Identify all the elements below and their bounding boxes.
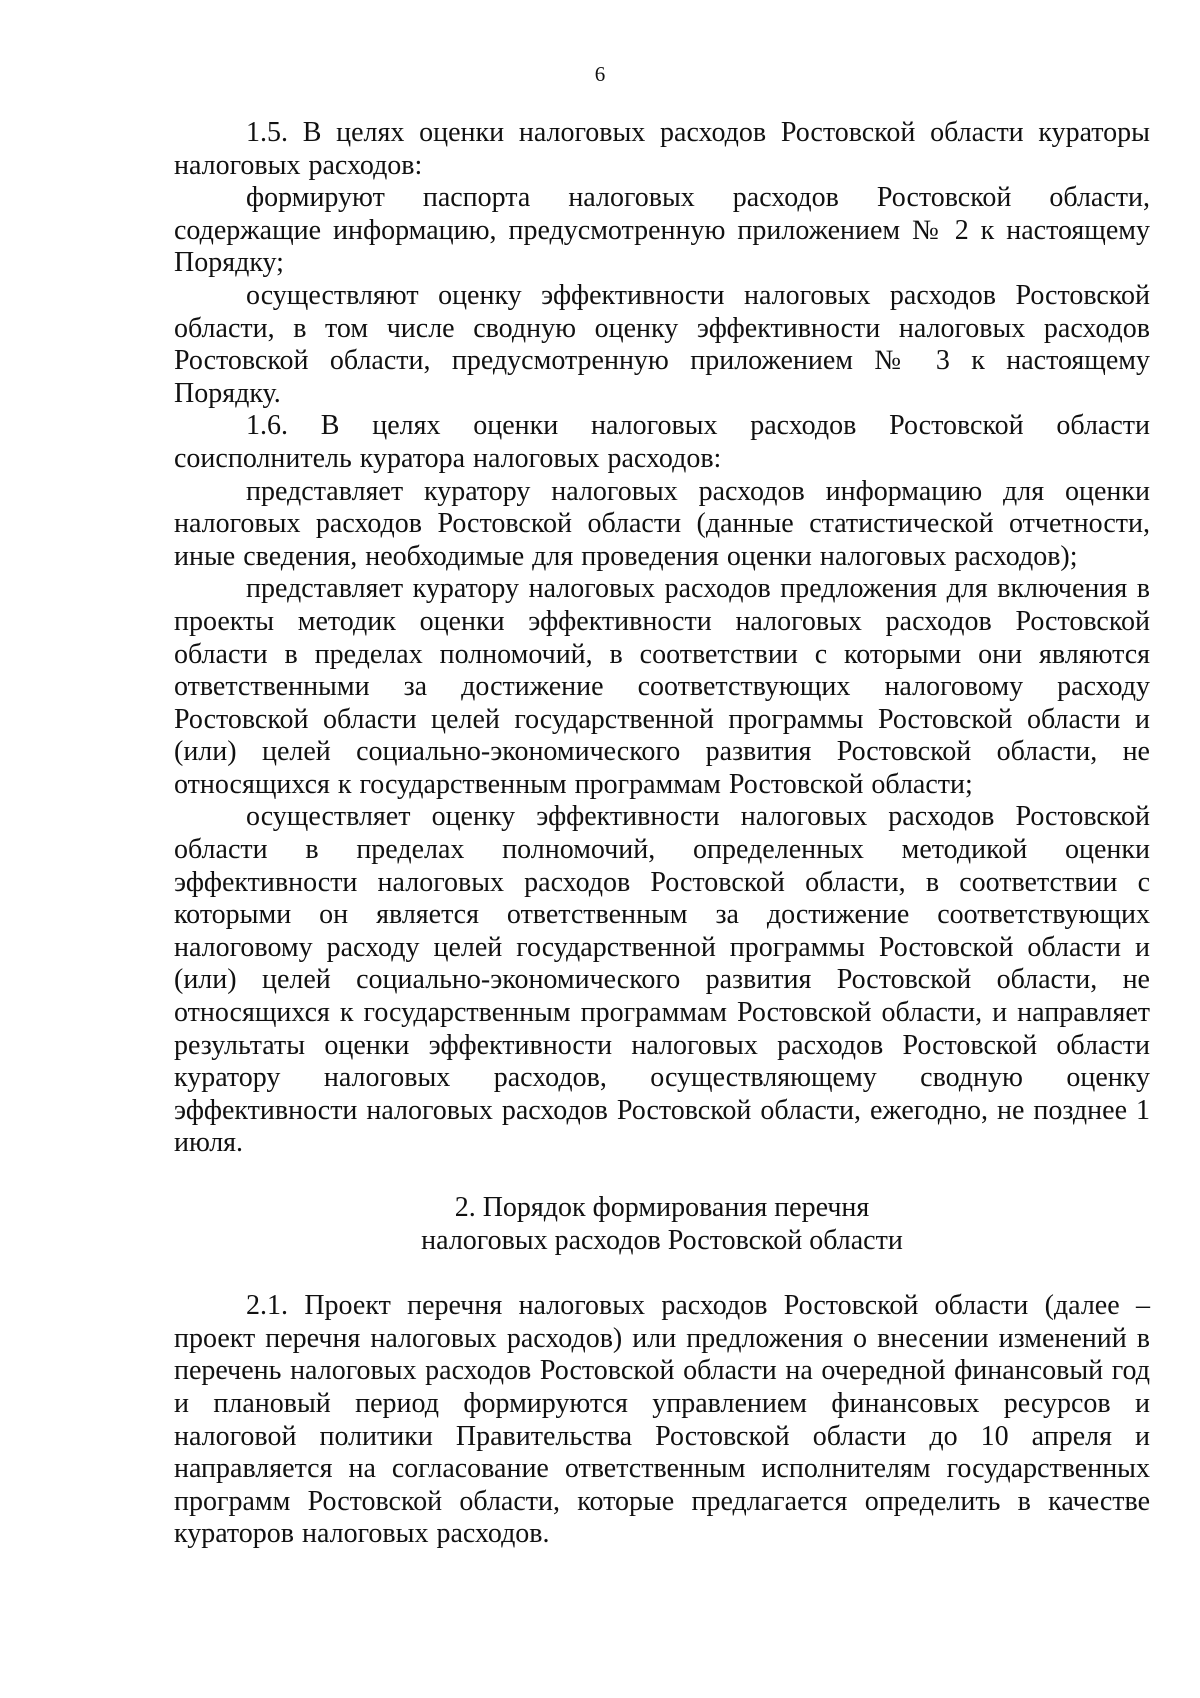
document-body (174, 117, 1150, 1551)
section-2-heading-line-2: налоговых расходов Ростовской области (421, 1224, 903, 1256)
paragraph-1-6: 1.6. В целях оценки налоговых расходов Ростовской области соисполнитель куратора налоговых расходов: (174, 410, 1150, 474)
section-2-heading (174, 1192, 1150, 1257)
paragraph-2-1: 2.1. Проект перечня налоговых расходов Ростовской области (далее – проект перечня налоговых расходов) или предложения о внесении изменений в перечень налоговых расходов Ростовской области на очередной финансовый год и плановый период формируются управлением финансовых ресурсов и налоговой политики Правительства Ростовской области до 10 апреля и направляется на согласование ответственным исполнителям государственных программ Ростовской области, которые предлагается определить в качестве кураторов налоговых расходов. (174, 1290, 1150, 1550)
paragraph-coexecutor-evaluation: осуществляет оценку эффективности налоговых расходов Ростовской области в пределах полномочий, определенных методикой оценки эффективности налоговых расходов Ростовской области, в соответствии с которыми он является ответственным за достижение соответствующих налоговому расходу целей государственной программы Ростовской области и (или) целей социально-экономического развития Ростовской области, не относящихся к государственным программам Ростовской области, и направляет результаты оценки эффективности налоговых расходов Ростовской области куратору налоговых расходов, осуществляющему сводную оценку эффективности налоговых расходов Ростовской области, ежегодно, не позднее 1 июля. (174, 801, 1150, 1159)
page-number: 6 (594, 62, 606, 86)
section-2-heading-line-1: 2. Порядок формирования перечня (454, 1192, 870, 1223)
paragraph-curators-passports: формируют паспорта налоговых расходов Ростовской области, содержащие информацию, предусмотренную приложением № 2 к настоящему Порядку; (174, 182, 1150, 279)
paragraph-coexecutor-info: представляет куратору налоговых расходов информацию для оценки налоговых расходов Ростовской области (данные статистической отчетности, иные сведения, необходимые для проведения оценки налоговых расходов); (174, 475, 1150, 572)
paragraph-curators-evaluation: осуществляют оценку эффективности налоговых расходов Ростовской области, в том числе сводную оценку эффективности налоговых расходов Ростовской области, предусмотренную приложением № 3 к настоящему Порядку. (174, 279, 1150, 409)
paragraph-coexecutor-proposals: представляет куратору налоговых расходов предложения для включения в проекты методик оценки эффективности налоговых расходов Ростовской области в пределах полномочий, в соответствии с которыми они являются ответственными за достижение соответствующих налоговому расходу Ростовской области целей государственной программы Ростовской области и (или) целей социально-экономического развития Ростовской области, не относящихся к государственным программам Ростовской области; (174, 573, 1150, 800)
paragraph-1-5: 1.5. В целях оценки налоговых расходов Ростовской области кураторы налоговых расходов: (174, 117, 1150, 181)
